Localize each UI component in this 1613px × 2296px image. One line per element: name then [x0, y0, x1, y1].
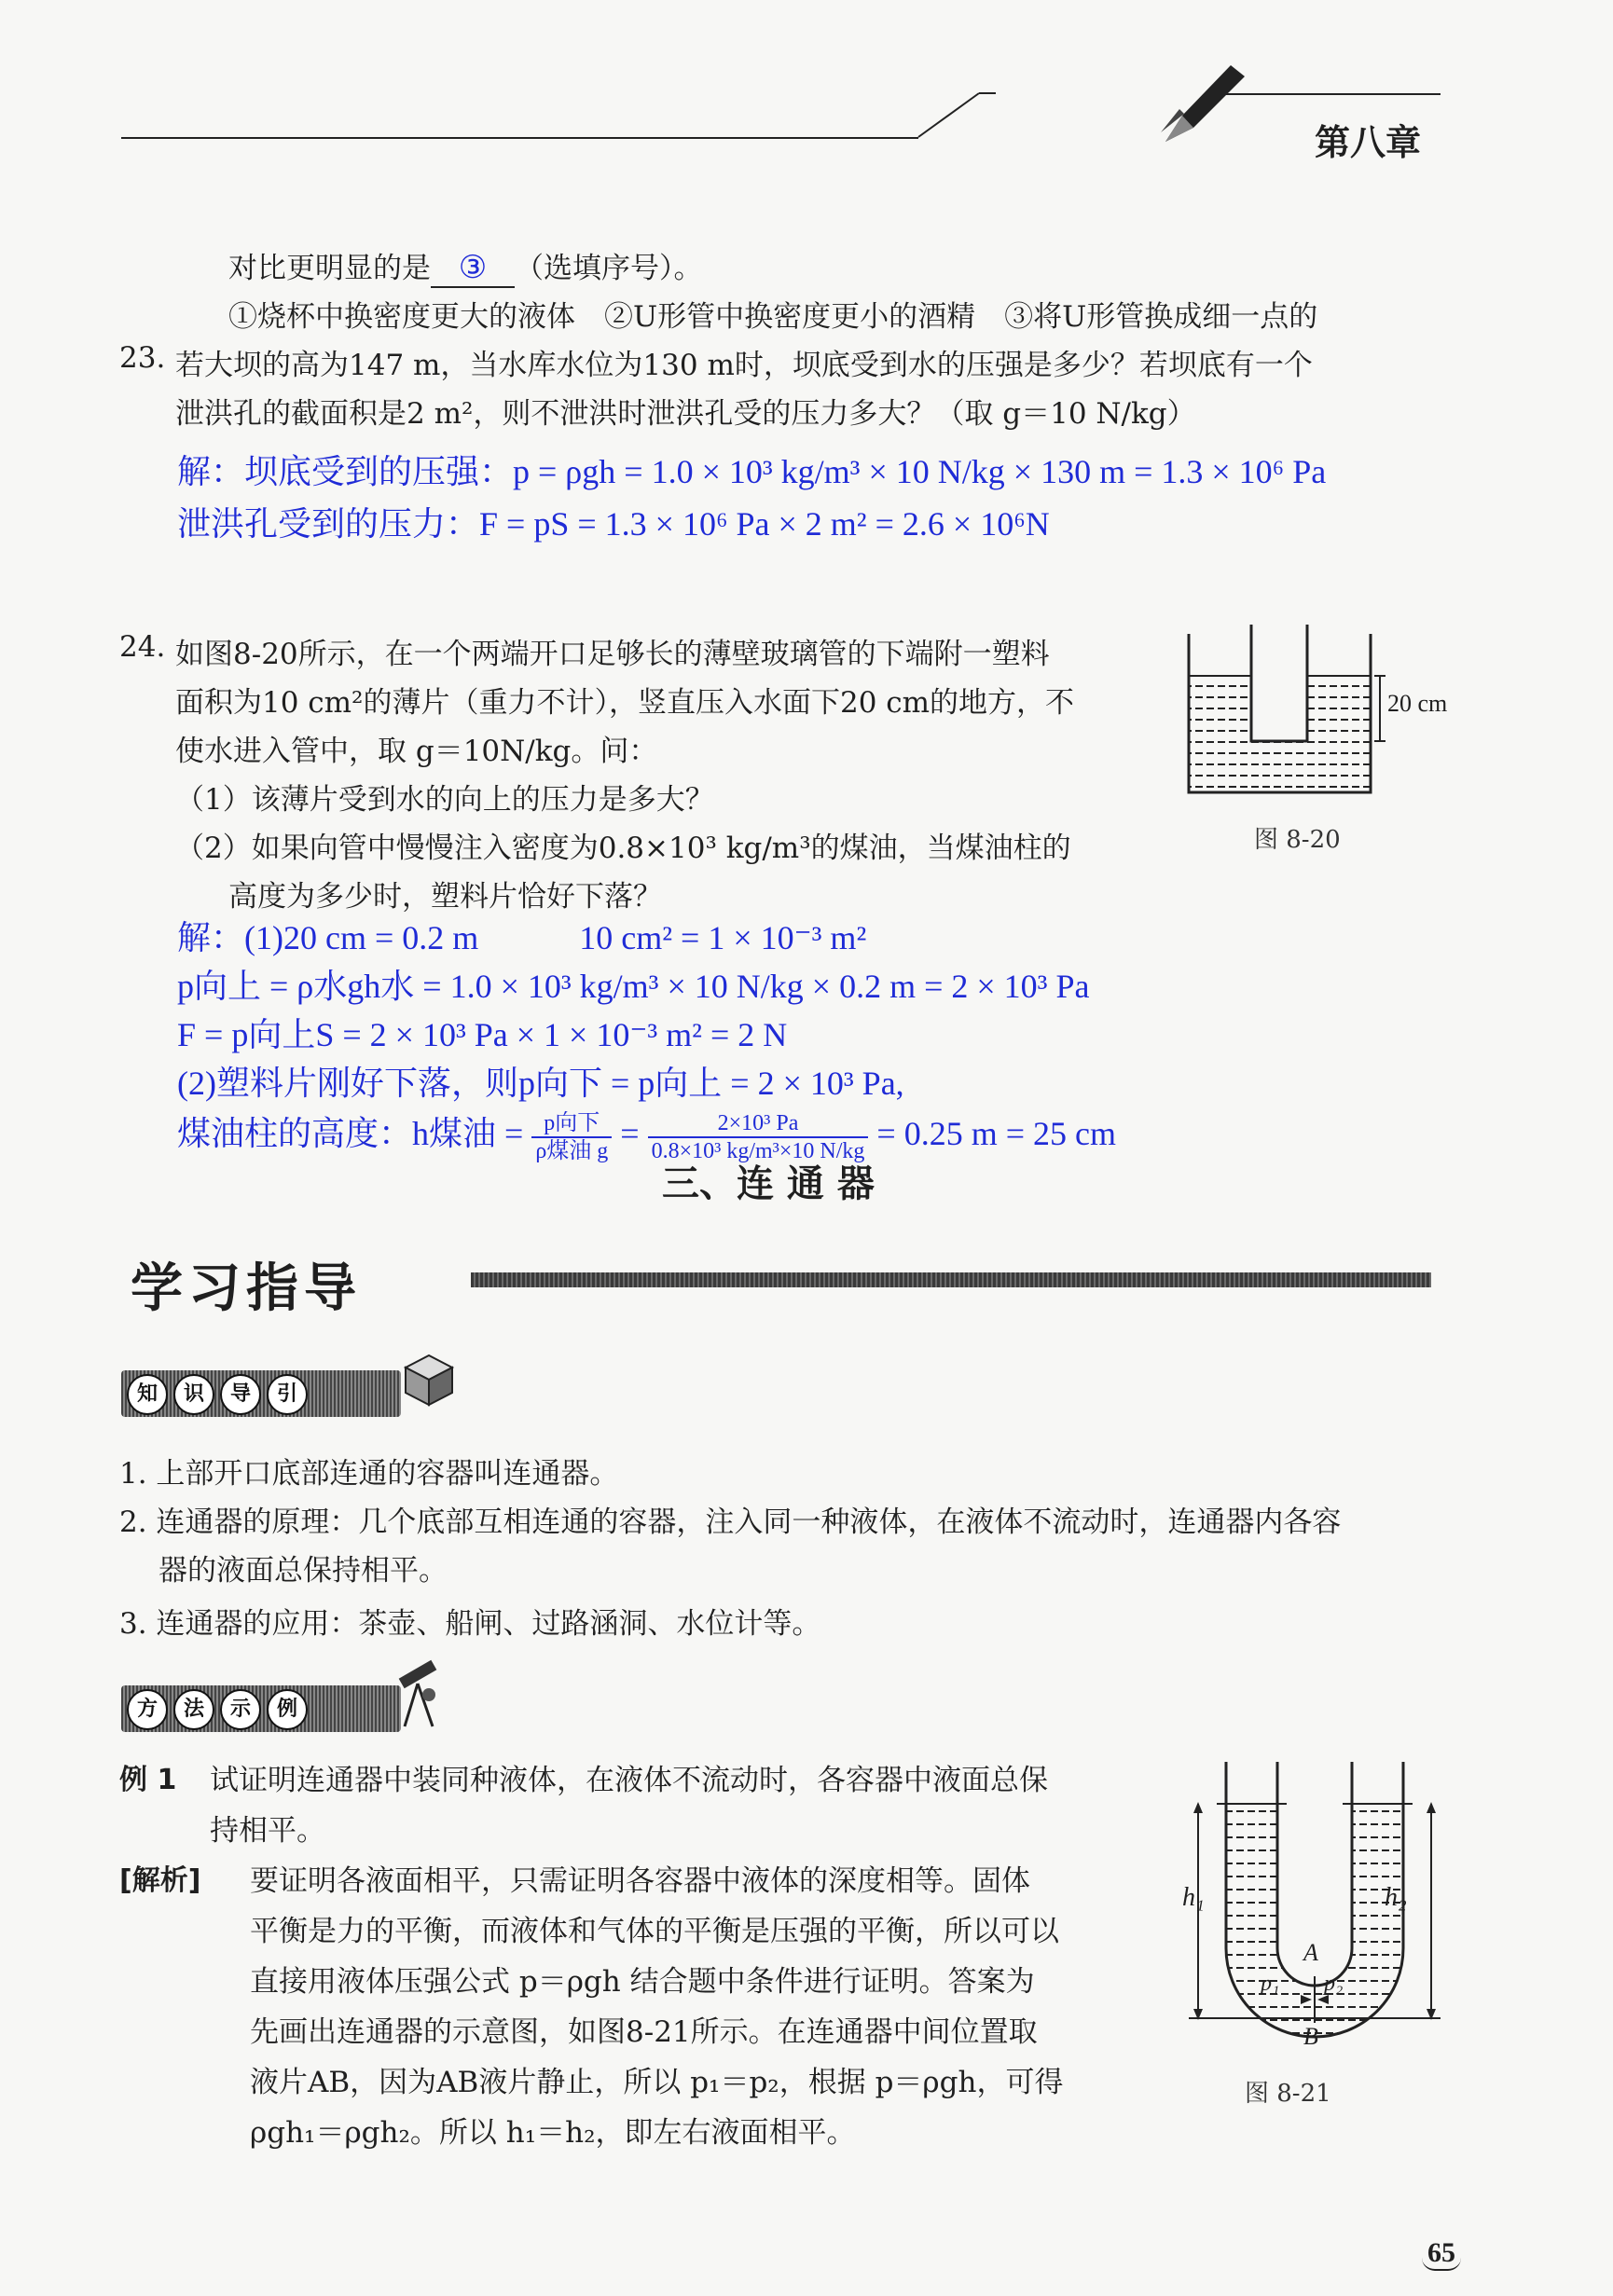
q24-answer-5 — [177, 1107, 1116, 1164]
q22-text-post: （选填序号）。 — [515, 252, 703, 285]
fraction-2-den: 0.8×10³ kg/m³×10 N/kg — [651, 1138, 865, 1163]
fraction-2-num: 2×10³ Pa — [648, 1110, 869, 1138]
q24-line2: 面积为10 cm²的薄片（重力不计），竖直压入水面下20 cm的地方，不 — [175, 686, 1075, 720]
knowledge-tag — [121, 1370, 401, 1417]
fraction-1 — [531, 1110, 612, 1164]
cube-icon — [396, 1344, 462, 1409]
method-tag-char: 示 — [220, 1689, 261, 1730]
q24-answer-5-pre: 煤油柱的高度：h煤油 = — [177, 1115, 524, 1152]
q23-line2: 泄洪孔的截面积是2 m²，则不泄洪时泄洪孔受的压力多大？（取 g＝10 N/kg） — [175, 397, 1196, 431]
knowledge-tag-char: 导 — [220, 1374, 261, 1415]
q22-answer: ③ — [431, 249, 515, 288]
q23-number: 23. — [119, 341, 166, 375]
fraction-1-num: p向下 — [531, 1110, 612, 1138]
q24-line1: 如图8-20所示，在一个两端开口足够长的薄壁玻璃管的下端附一塑料 — [175, 638, 1050, 671]
q24-answer-1: 解：(1)20 cm = 0.2 m 10 cm² = 1 × 10⁻³ m² — [177, 919, 867, 956]
q24-answer-3: F = p向上S = 2 × 10³ Pa × 1 × 10⁻³ m² = 2 N — [177, 1016, 788, 1053]
fig-8-21-h1: h₁ — [1182, 1883, 1205, 1912]
q24-line3: 使水进入管中，取 g＝10N/kg。问： — [175, 735, 658, 768]
header-rule-left — [121, 137, 918, 139]
example-line2: 持相平。 — [210, 1814, 325, 1848]
example-line1: 试证明连通器中装同种液体，在液体不流动时，各容器中液面总保 — [210, 1764, 1048, 1797]
q23-answer-1: 解：坝底受到的压强：p = ρgh = 1.0 × 10³ kg/m³ × 10 N/kg × 130 m = 1.3 × 10⁶ Pa — [177, 453, 1327, 490]
method-tag-char: 例 — [267, 1689, 308, 1730]
knowledge-tag-char: 引 — [267, 1374, 308, 1415]
q24-answer-5-eq: = — [620, 1115, 640, 1152]
fraction-1-den: ρ煤油 g — [535, 1138, 609, 1163]
q23-line1: 若大坝的高为147 m，当水库水位为130 m时，坝底受到水的压强是多少？若坝底有一个 — [175, 349, 1313, 382]
pencil-icon — [1156, 58, 1259, 160]
knowledge-item-3: 3. 连通器的应用：茶壶、船闸、过路涵洞、水位计等。 — [119, 1607, 821, 1641]
example-label: 例 1 — [119, 1764, 177, 1796]
knowledge-item-2: 2. 连通器的原理：几个底部互相连通的容器，注入同一种液体，在液体不流动时，连通器内各容 — [119, 1505, 1342, 1539]
analysis-line5: 液片AB，因为AB液片静止，所以 p₁＝p₂，根据 p＝ρgh，可得 — [250, 2066, 1064, 2099]
header-rule-slant — [914, 84, 998, 140]
q24-answer-4: (2)塑料片刚好下落，则p向下 = p向上 = 2 × 10³ Pa, — [177, 1065, 904, 1102]
page-number: 65 — [1422, 2237, 1461, 2271]
fig-8-21-B: B — [1303, 2023, 1318, 2050]
fig-8-21-A: A — [1303, 1939, 1318, 1966]
analysis-label: [解析] — [119, 1864, 201, 1897]
chapter-title: 第八章 — [1315, 121, 1422, 163]
q24-sub2: （2）如果向管中慢慢注入密度为0.8×10³ kg/m³的煤油，当煤油柱的 — [175, 832, 1071, 865]
q23-answer-2: 泄洪孔受到的压力：F = pS = 1.3 × 10⁶ Pa × 2 m² = 2.6 × 10⁶N — [177, 505, 1050, 543]
fig-8-21-p1: p₁ — [1261, 1972, 1280, 1996]
analysis-line4: 先画出连通器的示意图，如图8-21所示。在连通器中间位置取 — [250, 2015, 1038, 2049]
knowledge-tag-char: 知 — [127, 1374, 168, 1415]
q24-sub1: （1）该薄片受到水的向上的压力是多大？ — [175, 783, 714, 817]
study-guide-title: 学习指导 — [131, 1258, 362, 1319]
figure-8-21 — [1179, 1753, 1450, 2042]
q22-line1 — [228, 244, 703, 288]
fig-8-21-h2: h₂ — [1385, 1883, 1407, 1912]
method-tag-char: 方 — [127, 1689, 168, 1730]
q24-answer-2: p向上 = ρ水gh水 = 1.0 × 10³ kg/m³ × 10 N/kg × 0.2 m = 2 × 10³ Pa — [177, 968, 1090, 1005]
section-title: 三、连 通 器 — [662, 1162, 875, 1205]
figure-8-20-dimension: 20 cm — [1387, 690, 1448, 717]
q22-text: 对比更明显的是 — [228, 252, 431, 285]
fig-8-21-p2: p₂ — [1324, 1972, 1344, 1996]
knowledge-tag-char: 识 — [173, 1374, 214, 1415]
figure-8-20-caption: 图 8-20 — [1254, 826, 1341, 854]
q24-number: 24. — [119, 630, 166, 664]
knowledge-item-1: 1. 上部开口底部连通的容器叫连通器。 — [119, 1457, 619, 1491]
analysis-line6: ρgh₁＝ρgh₂。所以 h₁＝h₂，即左右液面相平。 — [250, 2116, 856, 2150]
telescope-icon — [392, 1657, 448, 1732]
analysis-line1: 要证明各液面相平，只需证明各容器中液体的深度相等。固体 — [250, 1864, 1030, 1898]
q24-sub2b: 高度为多少时，塑料片恰好下落？ — [228, 880, 662, 914]
method-tag-char: 法 — [173, 1689, 214, 1730]
knowledge-item-2-cont: 器的液面总保持相平。 — [159, 1554, 448, 1588]
q22-options: ①烧杯中换密度更大的液体 ②U形管中换密度更小的酒精 ③将U形管换成细一点的 — [228, 300, 1318, 334]
q24-answer-5-post: = 0.25 m = 25 cm — [876, 1115, 1116, 1152]
figure-8-21-caption: 图 8-21 — [1245, 2080, 1331, 2108]
method-tag — [121, 1685, 401, 1732]
analysis-line3: 直接用液体压强公式 p＝ρgh 结合题中条件进行证明。答案为 — [250, 1965, 1035, 1999]
study-guide-band — [471, 1272, 1431, 1287]
analysis-line2: 平衡是力的平衡，而液体和气体的平衡是压强的平衡，所以可以 — [250, 1915, 1059, 1948]
